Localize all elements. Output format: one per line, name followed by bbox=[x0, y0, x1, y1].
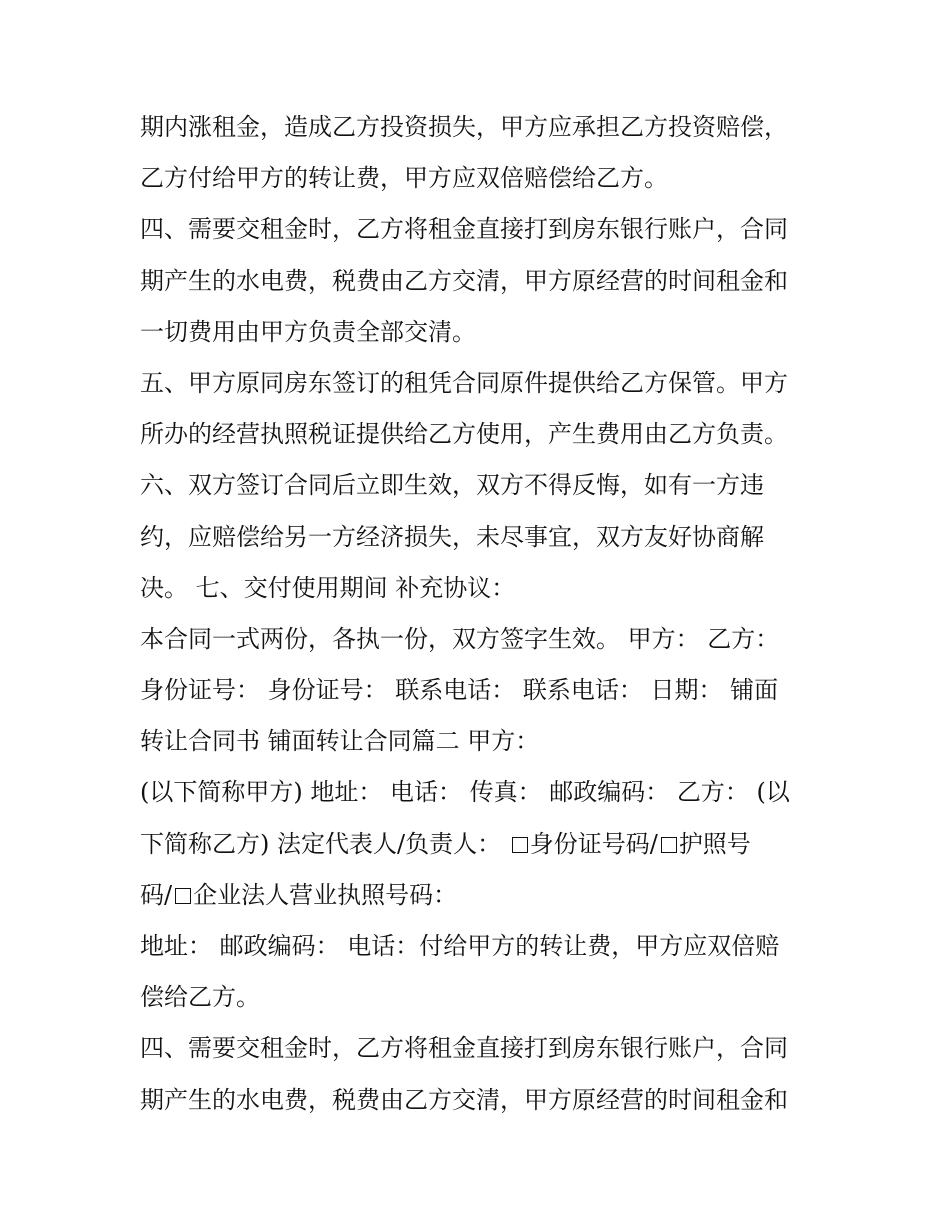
text-line: 四、需要交租金时，乙方将租金直接打到房东银行账户，合同 bbox=[140, 1034, 788, 1063]
text-segment: 下简称乙方) 法定代表人/负责人： bbox=[140, 829, 509, 858]
contract-body-text bbox=[140, 102, 820, 1126]
text-line: 约，应赔偿给另一方经济损失，未尽事宜，双方友好协商解 bbox=[140, 522, 764, 551]
text-line: 一切费用由甲方负责全部交清。 bbox=[140, 317, 476, 346]
text-line: 六、双方签订合同后立即生效，双方不得反悔，如有一方违 bbox=[140, 471, 764, 500]
text-line: 决。 七、交付使用期间 补充协议： bbox=[140, 573, 516, 602]
checkbox-icon bbox=[512, 837, 528, 853]
text-line: 五、甲方原同房东签订的租凭合同原件提供给乙方保管。甲方 bbox=[140, 368, 788, 397]
text-line: 期产生的水电费，税费由乙方交清，甲方原经营的时间租金和 bbox=[140, 266, 788, 295]
text-line: (以下简称甲方) 地址： 电话： 传真： 邮政编码： 乙方： (以 bbox=[140, 778, 790, 807]
text-segment: 企业法人营业执照号码： bbox=[193, 880, 458, 909]
text-line: 期内涨租金，造成乙方投资损失，甲方应承担乙方投资赔偿， bbox=[140, 113, 788, 141]
text-line: 地址： 邮政编码： 电话：付给甲方的转让费，甲方应双倍赔 bbox=[140, 932, 780, 960]
text-line: 乙方付给甲方的转让费，甲方应双倍赔偿给乙方。 bbox=[140, 164, 668, 193]
text-line: 偿给乙方。 bbox=[140, 983, 260, 1012]
text-line: 本合同一式两份，各执一份，双方签字生效。 甲方： 乙方： bbox=[140, 624, 780, 653]
text-segment: 护照号 bbox=[678, 829, 751, 858]
text-segment: 码/ bbox=[140, 880, 173, 909]
text-segment: 身份证号码/ bbox=[529, 829, 658, 858]
text-line: 转让合同书 铺面转让合同篇二 甲方： bbox=[140, 727, 540, 756]
text-line: 所办的经营执照税证提供给乙方使用，产生费用由乙方负责。 bbox=[140, 420, 788, 449]
text-line: 期产生的水电费，税费由乙方交清，甲方原经营的时间租金和 bbox=[140, 1085, 788, 1114]
checkbox-icon bbox=[175, 888, 191, 904]
text-line-with-checkboxes bbox=[140, 819, 820, 870]
text-line: 身份证号： 身份证号： 联系电话： 联系电话： 日期： 铺面 bbox=[140, 676, 779, 705]
checkbox-icon bbox=[661, 837, 677, 853]
text-line-with-checkbox bbox=[140, 870, 820, 921]
text-line: 四、需要交租金时，乙方将租金直接打到房东银行账户，合同 bbox=[140, 215, 788, 244]
